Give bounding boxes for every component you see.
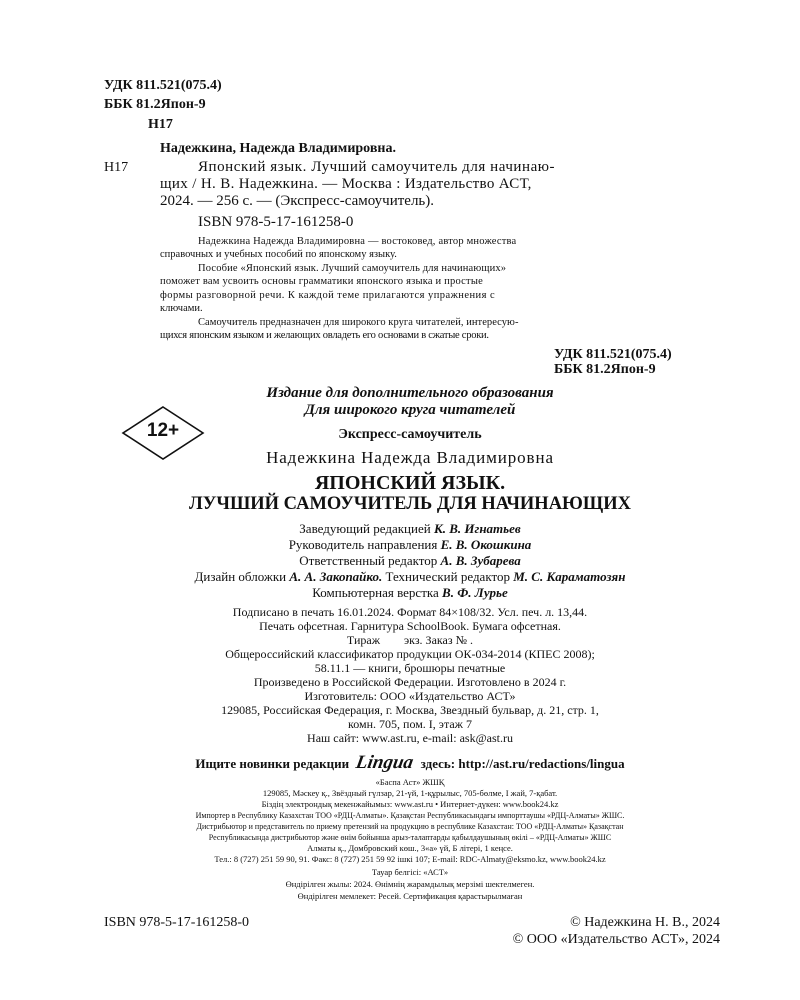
imprint-line: 58.11.1 — книги, брошюры печатные [314, 661, 506, 675]
credit-role: Ответственный редактор [299, 553, 438, 568]
credit-name: К. В. Игнатьев [433, 521, 521, 536]
credit-role: Дизайн обложки [194, 569, 287, 584]
credit-name: М. С. Караматозян [513, 569, 626, 584]
kz-line: Тауар белгісі: «АСТ» [371, 867, 449, 877]
book-author: Надежкина Надежда Владимировна [266, 448, 554, 467]
kz-line: Дистрибьютор и представитель по приему претензий на продукцию в республике Казахстан: ТОО «РДЦ-Алматы» Қазақстан [196, 822, 624, 831]
abstract-line: ключами. [160, 303, 203, 314]
imprint-line: Произведено в Российской Федерации. Изготовлено в 2024 г. [253, 675, 567, 689]
udk-code: УДК 811.521(075.4) [104, 78, 222, 93]
abstract-line: щихся японским языком и желающих овладеть его основами в сжатые сроки. [160, 330, 489, 341]
imprint-line: Наш сайт: www.ast.ru, e-mail: ask@ast.ru [307, 731, 513, 745]
credit-name: А. В. Зубарева [440, 553, 521, 568]
credit-name: А. А. Закопайко. [289, 569, 383, 584]
kz-line: «Баспа Аст» ЖШҚ [375, 777, 445, 787]
catalog-bbk: ББК 81.2Япон-9 [554, 362, 656, 377]
footer-copyright-publisher: © ООО «Издательство АСТ», 2024 [512, 932, 720, 947]
catalog-udk: УДК 811.521(075.4) [554, 347, 672, 362]
imprint-line: Изготовитель: ООО «Издательство АСТ» [304, 689, 516, 703]
kz-line: Импортер в Республику Казахстан ТОО «РДЦ-Алматы». Қазақстан Республикасындағы импорттаушы «РДЦ-Алматы» ЖШС. [195, 811, 625, 820]
bbk-code: ББК 81.2Япон-9 [104, 97, 206, 112]
catalog-isbn: ISBN 978-5-17-161258-0 [198, 214, 354, 230]
edition-purpose: Издание для дополнительного образования [266, 385, 554, 401]
credit-name: В. Ф. Лурье [442, 585, 508, 600]
promo-suffix: здесь: http://ast.ru/redactions/lingua [420, 756, 625, 771]
kz-line: Өндірілген мемлекет: Ресей. Сертификация қарастырылмаған [297, 891, 523, 901]
imprint-line: Тираж экз. Заказ № . [346, 633, 474, 647]
edition-audience: Для широкого круга читателей [304, 402, 516, 418]
abstract-line: формы разговорной речи. К каждой теме прилагаются упражнения с [160, 290, 496, 301]
abstract-line: поможет вам усвоить основы грамматики японского языка и простые [160, 276, 483, 287]
kz-line: Тел.: 8 (727) 251 59 90, 91. Факс: 8 (727) 251 59 92 ішкі 107; E-mail: RDC-Almaty@eksmo.kz, www.book24.kz [214, 854, 606, 864]
kz-line: Өндірілген жылы: 2024. Өнімнің жарамдылық мерзімі шектелмеген. [285, 879, 535, 889]
catalog-mark: Н17 [104, 160, 129, 175]
credit-line [100, 521, 720, 537]
abstract-line: Самоучитель предназначен для широкого круга читателей, интересую- [198, 317, 519, 328]
kz-line: Алматы қ., Домбровский көш., 3«а» үй, Б літері, 1 кеңсе. [307, 843, 513, 853]
abstract-line: Надежкина Надежда Владимировна — востоковед, автор множества [198, 236, 517, 247]
catalog-title-line-3: 2024. — 256 с. — (Экспресс-самоучитель). [160, 193, 435, 209]
credit-role: Компьютерная верстка [312, 585, 439, 600]
promo-line [60, 752, 760, 774]
book-title: ЯПОНСКИЙ ЯЗЫК. [314, 472, 506, 494]
footer-copyright-author: © Надежкина Н. В., 2024 [570, 915, 720, 930]
catalog-author-heading: Надежкина, Надежда Владимировна. [160, 141, 396, 156]
age-rating-label: 12+ [146, 420, 180, 441]
credit-role: Руководитель направления [288, 537, 438, 552]
catalog-title-line-2: щих / Н. В. Надежкина. — Москва : Издательство АСТ, [160, 176, 532, 192]
imprint-line: Общероссийский классификатор продукции ОК-034-2014 (КПЕС 2008); [225, 647, 595, 661]
credit-line [100, 537, 720, 553]
credit-line [60, 569, 760, 585]
kz-line: Біздің электрондық мекенжайымыз: www.ast.ru • Интернет-дүкен: www.book24.kz [261, 799, 559, 809]
credit-name: Е. В. Окошкина [440, 537, 532, 552]
author-mark: Н17 [148, 117, 173, 132]
series-name: Экспресс-самоучитель [338, 427, 482, 442]
credit-role: Технический редактор [385, 569, 510, 584]
book-subtitle: ЛУЧШИЙ САМОУЧИТЕЛЬ ДЛЯ НАЧИНАЮЩИХ [189, 494, 631, 514]
imprint-line: 129085, Российская Федерация, г. Москва, Звездный бульвар, д. 21, стр. 1, [221, 703, 599, 717]
abstract-line: справочных и учебных пособий по японскому языку. [160, 249, 397, 260]
catalog-title-line-1: Японский язык. Лучший самоучитель для начинаю- [198, 159, 556, 175]
imprint-line: Печать офсетная. Гарнитура SchoolBook. Бумага офсетная. [259, 619, 561, 633]
imprint-line: комн. 705, пом. I, этаж 7 [348, 717, 472, 731]
kz-line: Республикасында дистрибьютор және өнім бойынша арыз-талаптарды қабылдаушының өкілі – «РДЦ-Алматы» ЖШС [208, 833, 612, 842]
promo-prefix: Ищите новинки редакции [195, 756, 350, 771]
imprint-line: Подписано в печать 16.01.2024. Формат 84×108/32. Усл. печ. л. 13,44. [232, 605, 588, 619]
footer-isbn: ISBN 978-5-17-161258-0 [104, 915, 250, 930]
abstract-line: Пособие «Японский язык. Лучший самоучитель для начинающих» [198, 263, 507, 274]
credit-role: Заведующий редакцией [299, 521, 431, 536]
kz-line: 129085, Мәскеу қ., Звёздный гүлзар, 21-үй, 1-құрылыс, 705-бөлме, I жай, 7-қабат. [262, 788, 558, 798]
lingua-logo: Lingua [354, 752, 416, 773]
credit-line [100, 585, 720, 601]
credit-line [100, 553, 720, 569]
